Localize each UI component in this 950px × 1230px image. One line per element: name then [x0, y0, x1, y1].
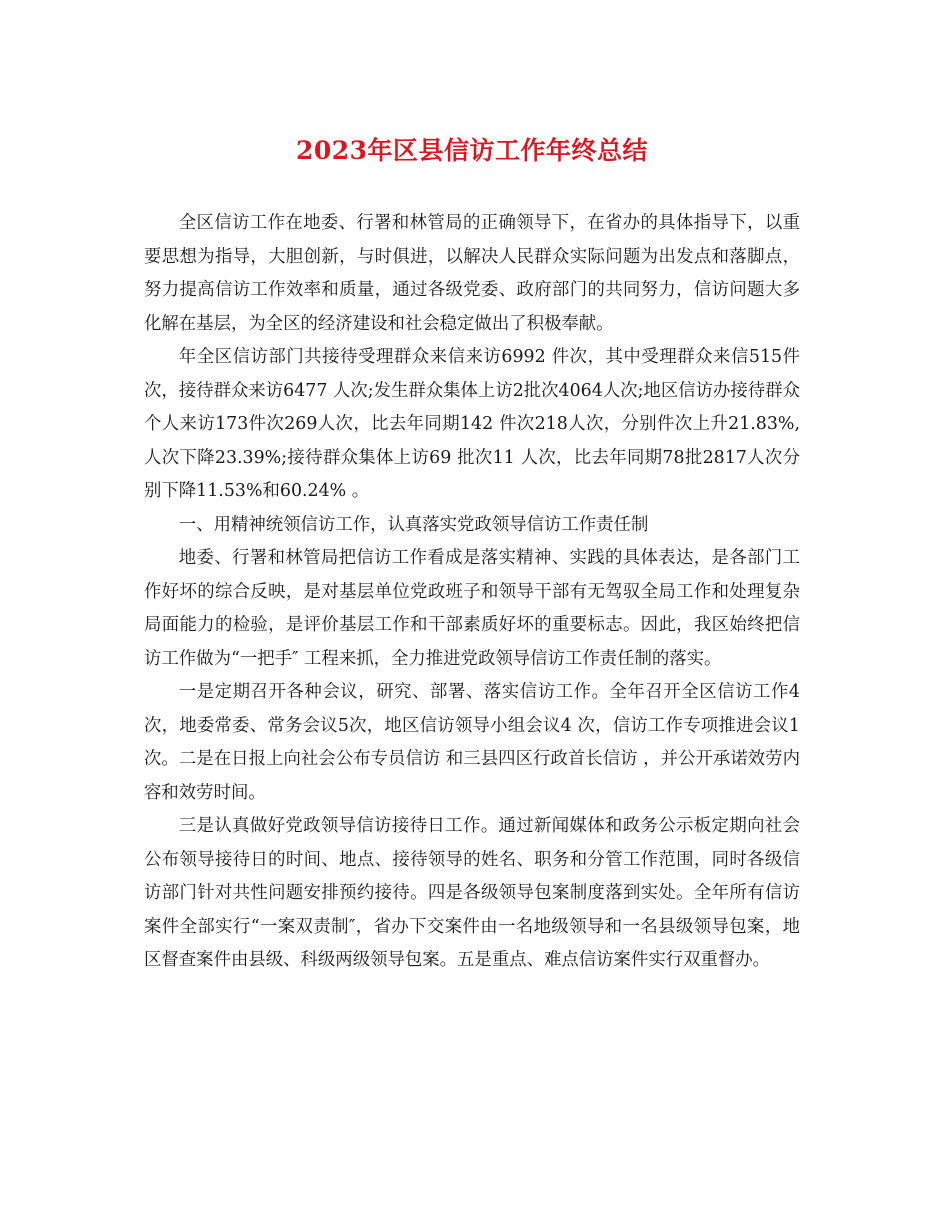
paragraph-reception-day: 三是认真做好党政领导信访接待日工作。通过新闻媒体和政务公示板定期向社会公布领导接待日的时间、地点、接待领导的姓名、职务和分管工作范围，同时各级信访部门针对共性问题安排预约接待。四是各级领导包案制度落到实处。全年所有信访案件全部实行“一案双责制″，省办下交案件由一名地级领导和一名县级领导包案，地区督查案件由县级、科级两级领导包案。五是重点、难点信访案件实行双重督办。	[144, 816, 800, 970]
section-heading-1: 一、用精神统领信访工作，认真落实党政领导信访工作责任制	[178, 514, 649, 535]
paragraph-intro: 全区信访工作在地委、行署和林管局的正确领导下，在省办的具体指导下，以重要思想为指导，大胆创新，与时俱进，以解决人民群众实际问题为出发点和落脚点，努力提高信访工作效率和质量，通过各级党委、政府部门的共同努力，信访问题大多化解在基层，为全区的经济建设和社会稳定做出了积极奉献。	[144, 213, 800, 334]
document-body	[144, 207, 800, 978]
paragraph-statistics: 年全区信访部门共接待受理群众来信来访6992 件次，其中受理群众来信515件次，接待群众来访6477 人次;发生群众集体上访2批次4064人次;地区信访办接待群众个人来访173件次269人次，比去年同期142 件次218人次，分别件次上升21.83%,人次下降23.39%;接待群众集体上访69 批次11 人次，比去年同期78批2817人次分别下降11.53%和60.24% 。	[144, 347, 800, 501]
paragraph-meetings: 一是定期召开各种会议，研究、部署、落实信访工作。全年召开全区信访工作4 次，地委常委、常务会议5次，地区信访领导小组会议4 次，信访工作专项推进会议1 次。二是在日报上向社会公布专员信访 和三县四区行政首长信访 ，并公开承诺效劳内容和效劳时间。	[144, 682, 800, 803]
paragraph-responsibility: 地委、行署和林管局把信访工作看成是落实精神、实践的具体表达，是各部门工作好坏的综合反映，是对基层单位党政班子和领导干部有无驾驭全局工作和处理复杂局面能力的检验，是评价基层工作和干部素质好坏的重要标志。因此，我区始终把信访工作做为“一把手″ 工程来抓，全力推进党政领导信访工作责任制的落实。	[144, 548, 800, 669]
document-title: 2023年区县信访工作年终总结	[295, 136, 649, 165]
